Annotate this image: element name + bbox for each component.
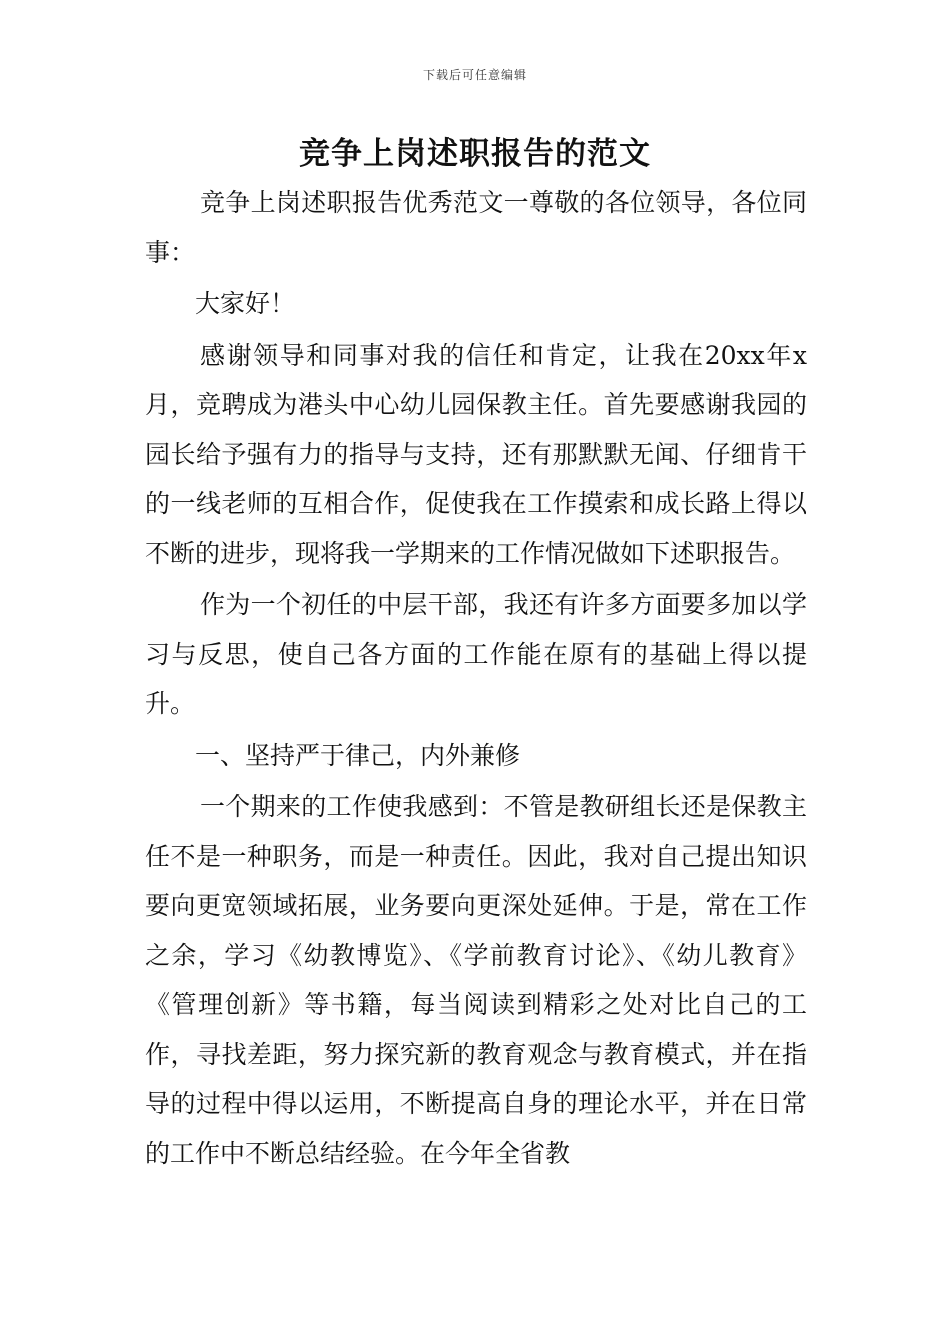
paragraph-intro: 作为一个初任的中层干部，我还有许多方面要多加以学习与反思，使自己各方面的工作能在原有的基础上得以提升。 <box>145 590 807 718</box>
page-header-note: 下载后可任意编辑 <box>422 68 527 82</box>
document-body <box>145 178 807 1180</box>
paragraph-greeting: 大家好！ <box>195 289 296 318</box>
paragraph-section-1: 一个期来的工作使我感到：不管是教研组长还是保教主任不是一种职务，而是一种责任。因此，我对自己提出知识要向更宽领域拓展，业务要向更深处延伸。于是，常在工作之余，学习《幼教博览》、《学前教育讨论》、《幼儿教育》《管理创新》等书籍，每当阅读到精彩之处对比自己的工作，寻找差距，努力探究新的教育观念与教育模式，并在指导的过程中得以运用，不断提高自身的理论水平，并在日常的工作中不断总结经验。在今年全省教 <box>145 792 807 1168</box>
paragraph-thanks: 感谢领导和同事对我的信任和肯定，让我在20xx年x月，竞聘成为港头中心幼儿园保教主任。首先要感谢我园的园长给予强有力的指导与支持，还有那默默无闻、仔细肯干的一线老师的互相合作，促使我在工作摸索和成长路上得以不断的进步，现将我一学期来的工作情况做如下述职报告。 <box>145 340 807 568</box>
section-heading-1: 一、坚持严于律己，内外兼修 <box>195 740 521 770</box>
document-title: 竞争上岗述职报告的范文 <box>299 136 651 172</box>
paragraph-salutation: 竞争上岗述职报告优秀范文一尊敬的各位领导，各位同事： <box>145 188 807 267</box>
